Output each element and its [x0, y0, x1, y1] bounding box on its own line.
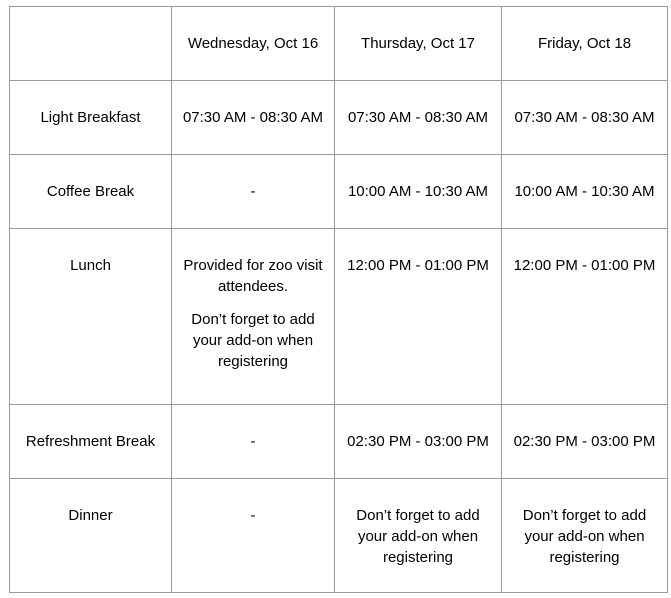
row-label-lunch: Lunch: [10, 229, 172, 405]
cell-dinner-friday: Don’t forget to add your add-on when registering: [502, 479, 668, 593]
table-row: [10, 155, 668, 229]
cell-refreshment-break-friday: 02:30 PM - 03:00 PM: [502, 405, 668, 479]
cell-coffee-break-wednesday: -: [172, 155, 335, 229]
row-label-dinner: Dinner: [10, 479, 172, 593]
lunch-wednesday-note-1: Provided for zoo visit attendees.: [183, 257, 323, 295]
row-label-light-breakfast: Light Breakfast: [10, 81, 172, 155]
table-row: [10, 405, 668, 479]
cell-coffee-break-thursday: 10:00 AM - 10:30 AM: [335, 155, 502, 229]
cell-light-breakfast-friday: 07:30 AM - 08:30 AM: [502, 81, 668, 155]
header-cell-empty: [10, 7, 172, 81]
cell-lunch-wednesday: [172, 229, 335, 405]
cell-dinner-wednesday: -: [172, 479, 335, 593]
cell-dinner-thursday: Don’t forget to add your add-on when registering: [335, 479, 502, 593]
cell-lunch-thursday: 12:00 PM - 01:00 PM: [335, 229, 502, 405]
header-cell-wednesday: Wednesday, Oct 16: [172, 7, 335, 81]
header-row: [10, 7, 668, 81]
table-row: [10, 229, 668, 405]
cell-coffee-break-friday: 10:00 AM - 10:30 AM: [502, 155, 668, 229]
cell-light-breakfast-wednesday: 07:30 AM - 08:30 AM: [172, 81, 335, 155]
cell-light-breakfast-thursday: 07:30 AM - 08:30 AM: [335, 81, 502, 155]
row-label-coffee-break: Coffee Break: [10, 155, 172, 229]
meal-schedule-table: [9, 6, 668, 593]
table-row: [10, 479, 668, 593]
cell-lunch-friday: 12:00 PM - 01:00 PM: [502, 229, 668, 405]
row-label-refreshment-break: Refreshment Break: [10, 405, 172, 479]
table-row: [10, 81, 668, 155]
header-cell-thursday: Thursday, Oct 17: [335, 7, 502, 81]
lunch-wednesday-note-2: Don’t forget to add your add-on when registering: [191, 311, 315, 370]
header-cell-friday: Friday, Oct 18: [502, 7, 668, 81]
cell-refreshment-break-thursday: 02:30 PM - 03:00 PM: [335, 405, 502, 479]
cell-refreshment-break-wednesday: -: [172, 405, 335, 479]
